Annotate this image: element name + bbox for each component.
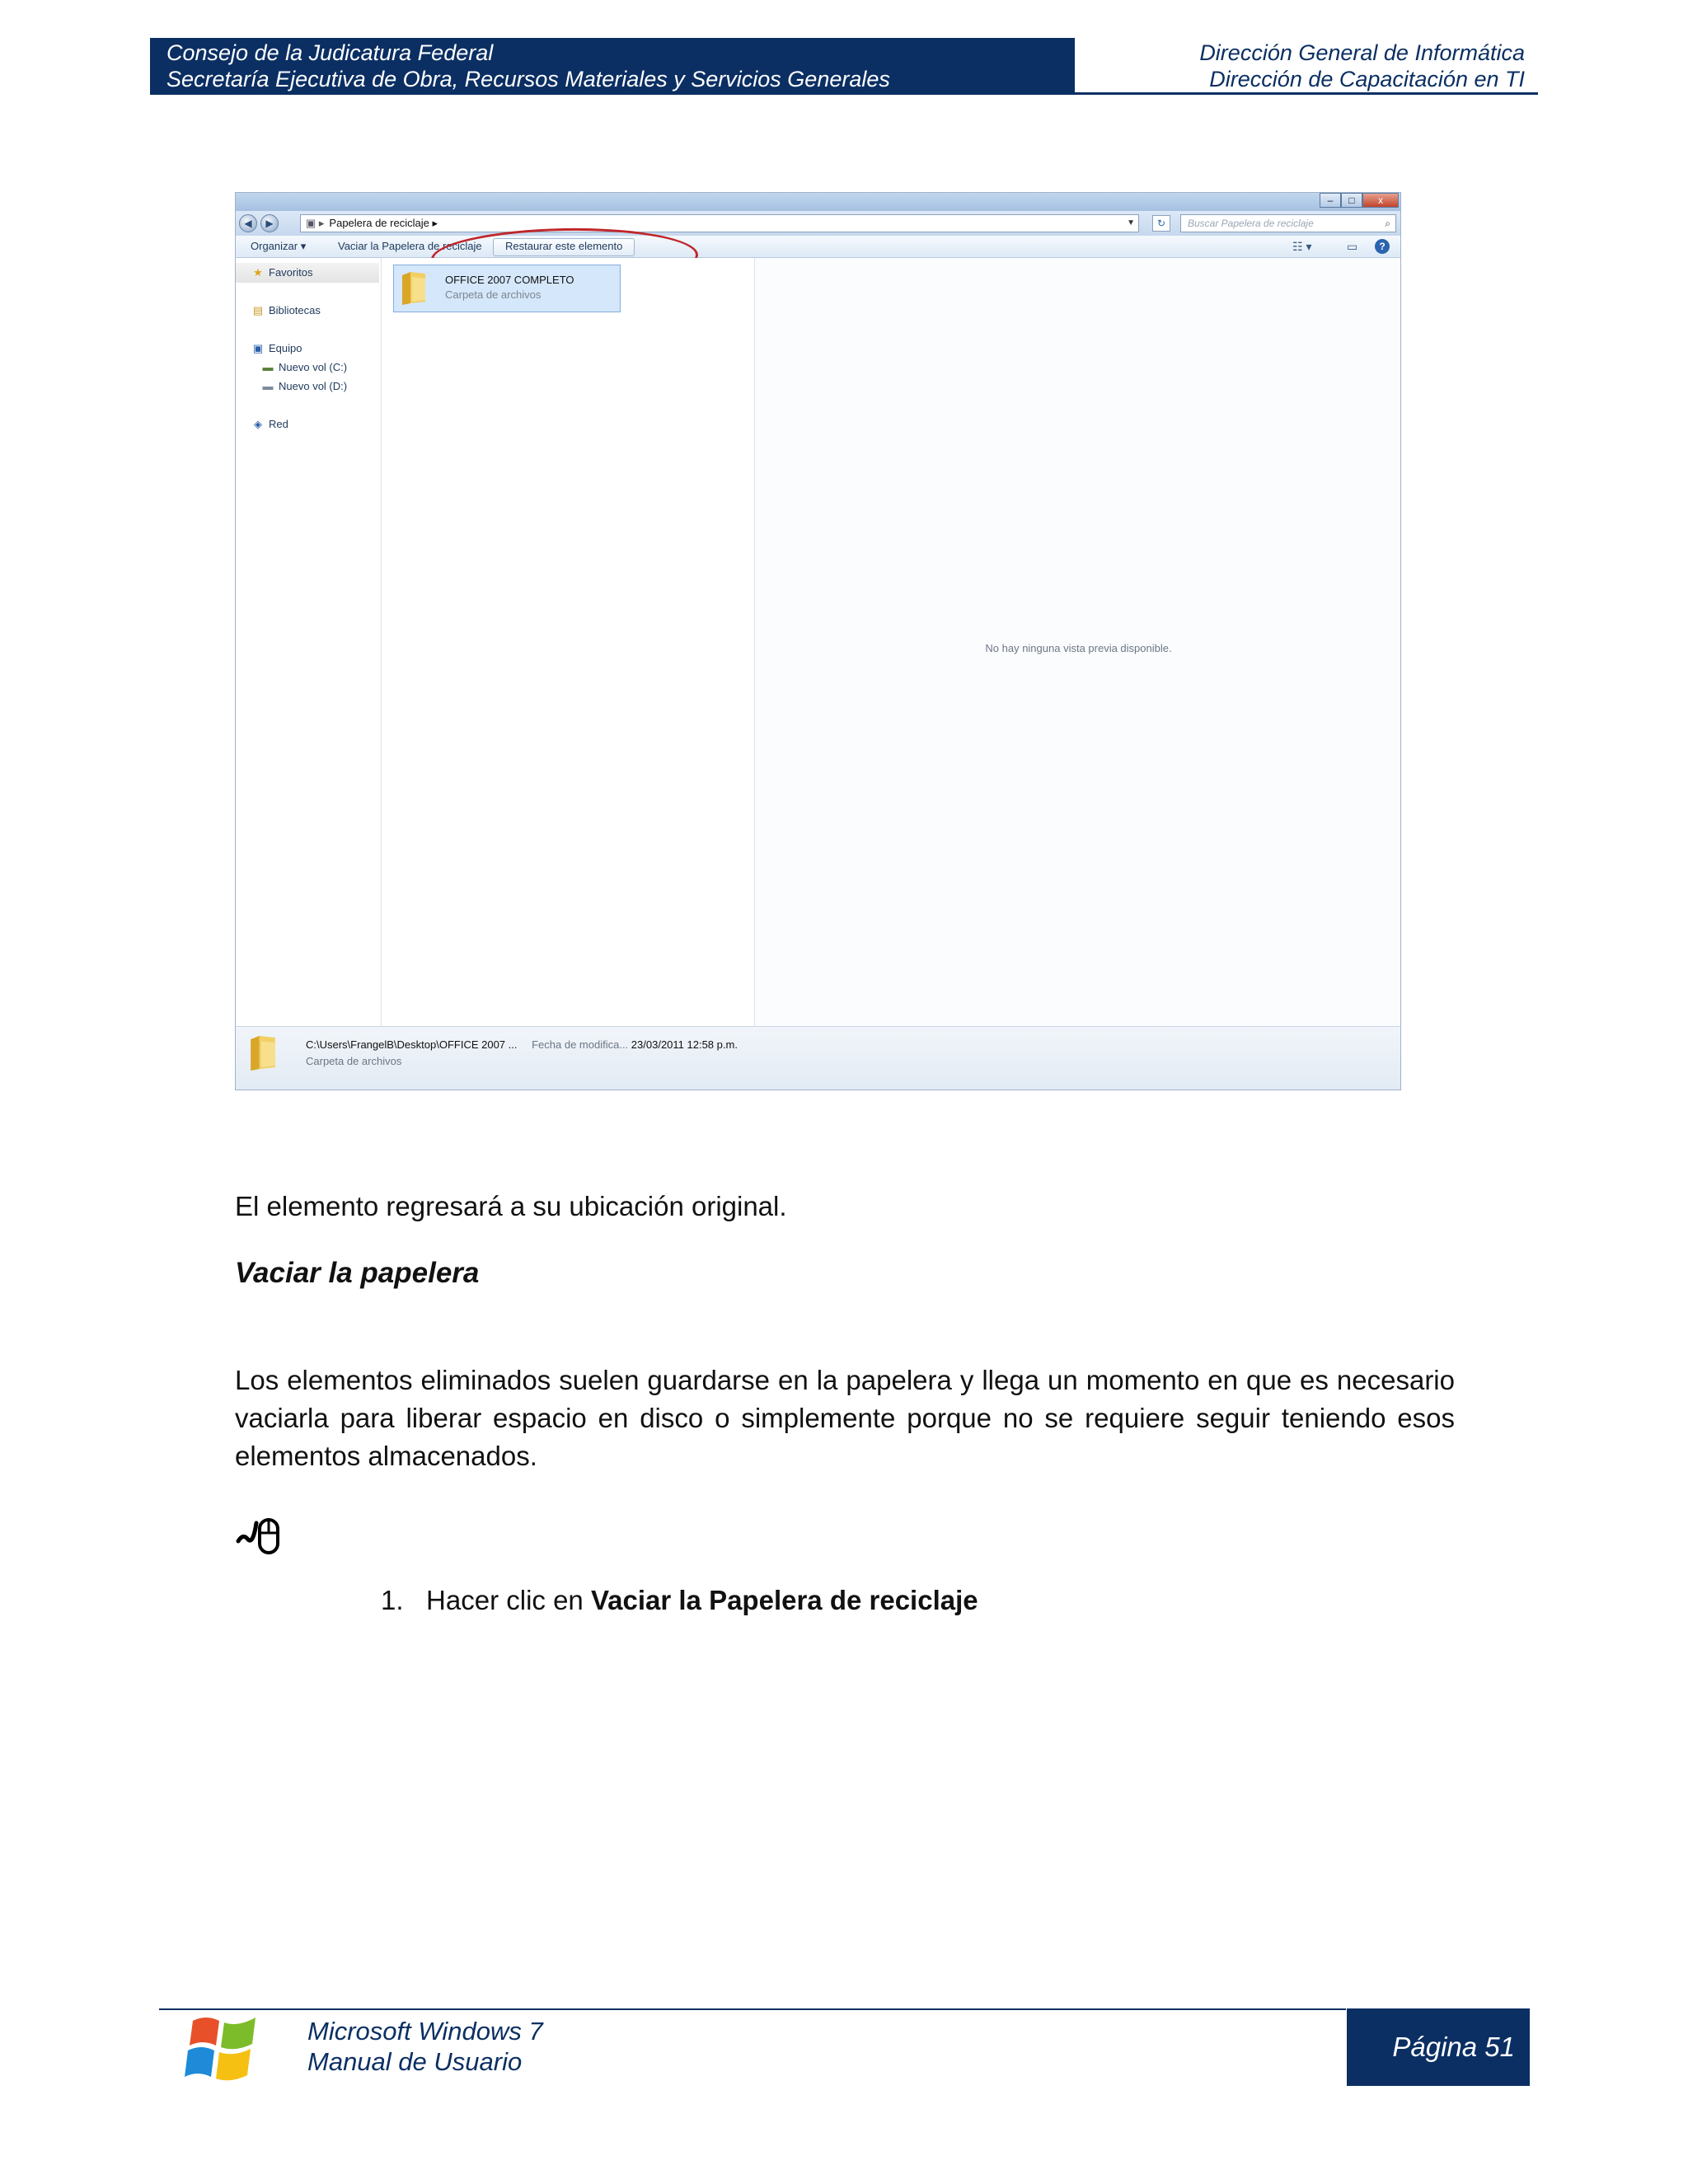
drive-icon: ▬ <box>262 380 274 392</box>
address-path: Papelera de reciclaje <box>329 217 429 229</box>
nav-item-label: Bibliotecas <box>269 304 321 316</box>
nav-item-label: Nuevo vol (D:) <box>279 380 348 392</box>
details-modified-value: 23/03/2011 12:58 p.m. <box>631 1038 738 1051</box>
file-name: OFFICE 2007 COMPLETO <box>445 274 574 286</box>
details-modified-label: Fecha de modifica... <box>532 1038 629 1051</box>
maximize-button[interactable]: □ <box>1341 193 1362 208</box>
nav-item-label: Nuevo vol (C:) <box>279 361 348 373</box>
library-icon: ▤ <box>252 304 264 316</box>
details-pane <box>236 1026 1400 1090</box>
empty-recycle-bin-button[interactable]: Vaciar la Papelera de reciclaje <box>338 240 482 252</box>
step-1 <box>381 1584 978 1617</box>
step-text: Hacer clic en <box>426 1585 591 1615</box>
nav-item-label: Red <box>269 418 288 430</box>
search-icon[interactable]: ⌕ <box>1385 218 1390 229</box>
footer-title-block <box>307 2016 543 2077</box>
header-institution: Consejo de la Judicatura Federal <box>166 40 494 65</box>
windows-logo-icon <box>181 2011 264 2087</box>
header-right-block <box>1075 38 1538 92</box>
explorer-window <box>235 192 1401 1090</box>
paragraph-restore-result: El elemento regresará a su ubicación original. <box>235 1191 787 1221</box>
refresh-button[interactable] <box>1152 215 1170 232</box>
address-dropdown-icon[interactable]: ▼ <box>1127 218 1135 227</box>
step-number: 1. <box>381 1585 404 1615</box>
nav-item-computer[interactable] <box>251 342 302 355</box>
drive-icon: ▬ <box>262 361 274 373</box>
nav-item-drive-c[interactable] <box>260 361 347 373</box>
header-left-block <box>150 38 1075 92</box>
address-field[interactable] <box>300 214 1139 232</box>
nav-item-drive-d[interactable] <box>260 380 347 392</box>
close-button[interactable]: x <box>1362 193 1399 208</box>
title-bar <box>236 193 1400 211</box>
organize-button[interactable]: Organizar ▾ <box>251 240 307 252</box>
page-number: Página 51 <box>1347 2008 1530 2086</box>
details-path: C:\Users\FrangelB\Desktop\OFFICE 2007 ... <box>306 1038 518 1051</box>
restore-item-button[interactable]: Restaurar este elemento <box>493 238 635 256</box>
search-input[interactable] <box>1180 214 1396 232</box>
nav-item-network[interactable] <box>251 418 288 431</box>
section-heading: Vaciar la papelera <box>235 1257 480 1289</box>
nav-item-label: Favoritos <box>269 266 313 279</box>
navigation-pane <box>236 258 382 1026</box>
header-divider <box>150 92 1538 95</box>
help-icon[interactable]: ? <box>1375 239 1390 254</box>
nav-item-libraries[interactable] <box>251 304 321 317</box>
details-path-row <box>306 1038 738 1051</box>
file-type: Carpeta de archivos <box>445 288 542 301</box>
search-placeholder: Buscar Papelera de reciclaje <box>1188 218 1314 229</box>
mouse-click-icon <box>235 1508 293 1566</box>
caption-buttons <box>1320 193 1399 208</box>
network-icon: ◈ <box>254 418 262 430</box>
footer-product: Microsoft Windows 7 <box>307 2017 543 2046</box>
back-button[interactable] <box>239 214 257 232</box>
view-options-icon[interactable]: ☷ ▾ <box>1292 240 1312 253</box>
file-item-office-2007[interactable] <box>393 265 621 312</box>
preview-pane-icon[interactable]: ▭ <box>1347 240 1358 253</box>
star-icon: ★ <box>253 266 263 279</box>
footer-divider <box>159 2008 1346 2010</box>
preview-pane <box>755 258 1401 1026</box>
details-type: Carpeta de archivos <box>306 1055 402 1067</box>
folder-icon <box>401 270 429 307</box>
folder-icon <box>249 1033 279 1073</box>
preview-message: No hay ninguna vista previa disponible. <box>985 642 1172 654</box>
nav-item-label: Equipo <box>269 342 302 354</box>
recycle-bin-small-icon: ▣ ▸ <box>306 217 325 229</box>
refresh-icon: ↻ <box>1156 218 1166 229</box>
header-subdirection: Dirección de Capacitación en TI <box>1209 67 1525 91</box>
nav-item-favorites[interactable] <box>251 266 312 279</box>
forward-button[interactable] <box>260 214 279 232</box>
header-direction: Dirección General de Informática <box>1199 40 1525 65</box>
footer-manual: Manual de Usuario <box>307 2047 523 2076</box>
file-list-pane <box>382 258 755 1026</box>
step-bold-text: Vaciar la Papelera de reciclaje <box>590 1585 978 1615</box>
minimize-button[interactable]: – <box>1320 193 1341 208</box>
back-arrow-icon: ◀ <box>244 218 252 229</box>
address-bar-row <box>236 211 1400 236</box>
paragraph-empty-bin: Los elementos eliminados suelen guardarse en la papelera y llega un momento en que es necesario vaciarla para liberar espacio en disco o simplemente porque no se requiere seguir teniendo esos elementos almacenados. <box>235 1365 1455 1471</box>
forward-arrow-icon: ▶ <box>265 218 274 229</box>
computer-icon: ▣ <box>252 342 264 354</box>
command-bar <box>236 236 1400 258</box>
breadcrumb-chevron-icon[interactable]: ▸ <box>429 217 438 229</box>
header-secretariat: Secretaría Ejecutiva de Obra, Recursos Materiales y Servicios Generales <box>166 67 890 91</box>
